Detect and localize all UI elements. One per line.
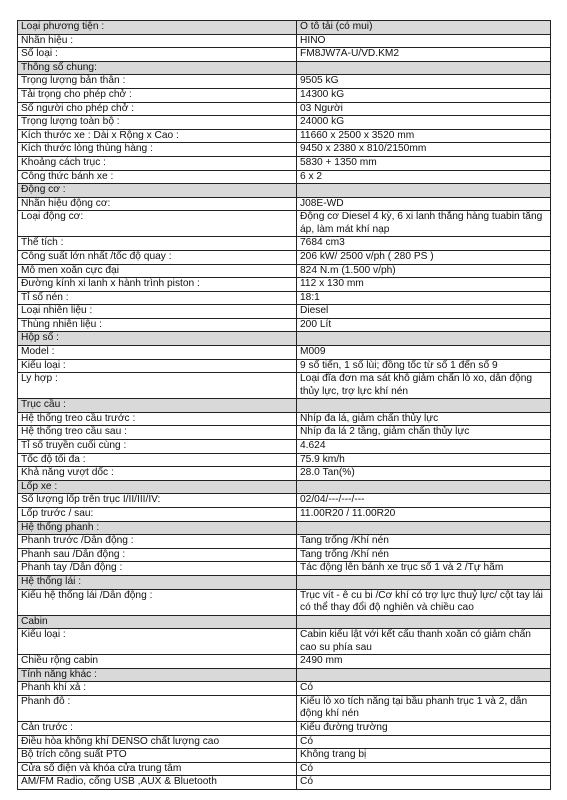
section-value [297, 480, 551, 494]
spec-value: Có [297, 762, 551, 776]
table-row [18, 359, 551, 373]
table-row [18, 412, 551, 426]
table-row [18, 75, 551, 89]
table-row [18, 629, 551, 655]
spec-label: Cản trước : [18, 721, 297, 735]
section-value [297, 668, 551, 682]
spec-label: Tỉ số nén : [18, 291, 297, 305]
section-title: Loại phương tiện : [18, 21, 297, 35]
spec-label: Đường kính xi lanh x hành trình piston : [18, 278, 297, 292]
spec-value: HINO [297, 34, 551, 48]
spec-table [17, 20, 551, 790]
spec-value: Trục vít - ê cu bi /Cơ khí có trợ lực thuỷ lực/ cột tay lái có thể thay đổi độ nghiên và chiều cao [297, 589, 551, 615]
section-title: Động cơ : [18, 184, 297, 198]
spec-label: Model : [18, 346, 297, 360]
spec-label: Nhãn hiệu động cơ: [18, 197, 297, 211]
spec-label: Trọng lượng toàn bộ : [18, 116, 297, 130]
table-row [18, 197, 551, 211]
table-row [18, 373, 551, 399]
spec-label: Phanh tay /Dẫn động : [18, 562, 297, 576]
spec-value: 9505 kG [297, 75, 551, 89]
section-header-row [18, 21, 551, 35]
spec-value: 14300 kG [297, 88, 551, 102]
spec-label: Mô men xoắn cực đại [18, 264, 297, 278]
section-value [297, 521, 551, 535]
section-header-row [18, 332, 551, 346]
spec-value: 2490 mm [297, 655, 551, 669]
spec-label: Kích thước xe : Dài x Rộng x Cao : [18, 129, 297, 143]
spec-value: Nhíp đa lá 2 tầng, giảm chấn thủy lực [297, 426, 551, 440]
table-row [18, 562, 551, 576]
spec-value: 24000 kG [297, 116, 551, 130]
spec-label: Công suất lớn nhất /tốc độ quay : [18, 250, 297, 264]
spec-label: Thể tích : [18, 237, 297, 251]
table-row [18, 318, 551, 332]
table-row [18, 170, 551, 184]
spec-value: Nhíp đa lá, giảm chấn thủy lực [297, 412, 551, 426]
spec-table-body [18, 21, 551, 790]
spec-label: Công thức bánh xe : [18, 170, 297, 184]
spec-label: Số người cho phép chở : [18, 102, 297, 116]
table-row [18, 305, 551, 319]
section-title: Hộp số : [18, 332, 297, 346]
spec-label: Chiều rộng cabin [18, 655, 297, 669]
section-value [297, 615, 551, 629]
table-row [18, 548, 551, 562]
section-value [297, 332, 551, 346]
spec-value: 02/04/---/---/--- [297, 494, 551, 508]
spec-value: 5830 + 1350 mm [297, 156, 551, 170]
section-header-row [18, 668, 551, 682]
spec-value: 824 N.m (1.500 v/ph) [297, 264, 551, 278]
spec-value: Động cơ Diesel 4 kỳ, 6 xi lanh thẳng hàng tuabin tăng áp, làm mát khí nạp [297, 211, 551, 237]
section-value: Ô tô tải (có mui) [297, 21, 551, 35]
spec-value: 28.0 Tan(%) [297, 467, 551, 481]
spec-value: Cabin kiểu lật với kết cấu thanh xoắn có giảm chấn cao su phía sau [297, 629, 551, 655]
spec-value: 4.624 [297, 440, 551, 454]
table-row [18, 508, 551, 522]
spec-value: 03 Người [297, 102, 551, 116]
table-row [18, 88, 551, 102]
spec-label: Loại nhiên liệu : [18, 305, 297, 319]
spec-value: Có [297, 735, 551, 749]
spec-label: AM/FM Radio, cổng USB ,AUX & Bluetooth [18, 776, 297, 790]
table-row [18, 695, 551, 721]
spec-value: 9 số tiến, 1 số lùi; đồng tốc từ số 1 đến số 9 [297, 359, 551, 373]
spec-label: Phanh sau /Dẫn động : [18, 548, 297, 562]
table-row [18, 682, 551, 696]
section-header-row [18, 399, 551, 413]
table-row [18, 762, 551, 776]
spec-value: 11.00R20 / 11.00R20 [297, 508, 551, 522]
table-row [18, 102, 551, 116]
table-row [18, 211, 551, 237]
spec-label: Tải trọng cho phép chở : [18, 88, 297, 102]
section-title: Lốp xe : [18, 480, 297, 494]
spec-label: Tỉ số truyền cuối cùng : [18, 440, 297, 454]
spec-value: Không trang bị [297, 749, 551, 763]
table-row [18, 467, 551, 481]
spec-label: Loại động cơ: [18, 211, 297, 237]
spec-label: Điều hòa không khí DENSO chất lượng cao [18, 735, 297, 749]
section-header-row [18, 480, 551, 494]
table-row [18, 535, 551, 549]
table-row [18, 346, 551, 360]
spec-value: Loại đĩa đơn ma sát khô giảm chấn lò xo, dẫn động thủy lực, trợ lực khí nén [297, 373, 551, 399]
section-title: Hệ thống lái : [18, 575, 297, 589]
spec-label: Kiểu loại : [18, 629, 297, 655]
spec-label: Phanh trước /Dẫn động : [18, 535, 297, 549]
spec-value: 6 x 2 [297, 170, 551, 184]
table-row [18, 735, 551, 749]
spec-label: Hệ thống treo cầu trước : [18, 412, 297, 426]
spec-label: Cửa sổ điện và khóa cửa trung tâm [18, 762, 297, 776]
spec-value: 112 x 130 mm [297, 278, 551, 292]
spec-label: Hệ thống treo cầu sau : [18, 426, 297, 440]
spec-label: Phanh khí xả : [18, 682, 297, 696]
spec-value: Tác động lên bánh xe trục số 1 và 2 /Tự hãm [297, 562, 551, 576]
table-row [18, 589, 551, 615]
spec-value: Tang trống /Khí nén [297, 535, 551, 549]
spec-label: Bộ trích công suất PTO [18, 749, 297, 763]
table-row [18, 48, 551, 62]
table-row [18, 156, 551, 170]
table-row [18, 34, 551, 48]
table-row [18, 440, 551, 454]
spec-value: M009 [297, 346, 551, 360]
spec-label: Số loại : [18, 48, 297, 62]
table-row [18, 291, 551, 305]
table-row [18, 776, 551, 790]
section-header-row [18, 521, 551, 535]
spec-value: J08E-WD [297, 197, 551, 211]
table-row [18, 116, 551, 130]
section-header-row [18, 615, 551, 629]
table-row [18, 655, 551, 669]
spec-label: Số lượng lốp trên trục I/II/III/IV: [18, 494, 297, 508]
section-value [297, 61, 551, 75]
spec-label: Phanh đỗ : [18, 695, 297, 721]
spec-value: 7684 cm3 [297, 237, 551, 251]
spec-label: Kích thước lòng thùng hàng : [18, 143, 297, 157]
section-value [297, 184, 551, 198]
spec-label: Kiểu hệ thống lái /Dẫn động : [18, 589, 297, 615]
section-title: Cabin [18, 615, 297, 629]
spec-value: Diesel [297, 305, 551, 319]
spec-label: Khả năng vượt dốc : [18, 467, 297, 481]
table-row [18, 721, 551, 735]
section-title: Tính năng khác : [18, 668, 297, 682]
section-header-row [18, 61, 551, 75]
spec-value: Có [297, 682, 551, 696]
spec-value: 18:1 [297, 291, 551, 305]
table-row [18, 453, 551, 467]
spec-value: 206 kW/ 2500 v/ph ( 280 PS ) [297, 250, 551, 264]
section-title: Trục cầu : [18, 399, 297, 413]
spec-value: Kiểu đường trường [297, 721, 551, 735]
table-row [18, 143, 551, 157]
spec-label: Tốc độ tối đa : [18, 453, 297, 467]
spec-label: Lốp trước / sau: [18, 508, 297, 522]
table-row [18, 278, 551, 292]
section-value [297, 399, 551, 413]
spec-label: Thùng nhiên liệu : [18, 318, 297, 332]
table-row [18, 250, 551, 264]
spec-value: 11660 x 2500 x 3520 mm [297, 129, 551, 143]
spec-label: Kiểu loại : [18, 359, 297, 373]
table-row [18, 237, 551, 251]
spec-label: Khoảng cách trục : [18, 156, 297, 170]
spec-value: 200 Lít [297, 318, 551, 332]
spec-value: FM8JW7A-U/VD.KM2 [297, 48, 551, 62]
spec-label: Trọng lượng bản thân : [18, 75, 297, 89]
spec-label: Nhãn hiệu : [18, 34, 297, 48]
section-header-row [18, 184, 551, 198]
section-title: Hệ thống phanh : [18, 521, 297, 535]
section-title: Thông số chung: [18, 61, 297, 75]
spec-value: Kiểu lò xo tích năng tại bầu phanh trục 1 và 2, dẫn động khí nén [297, 695, 551, 721]
spec-value: Có [297, 776, 551, 790]
table-row [18, 426, 551, 440]
spec-value: Tang trống /Khí nén [297, 548, 551, 562]
section-header-row [18, 575, 551, 589]
section-value [297, 575, 551, 589]
table-row [18, 749, 551, 763]
table-row [18, 264, 551, 278]
spec-label: Ly hợp : [18, 373, 297, 399]
spec-value: 75.9 km/h [297, 453, 551, 467]
spec-value: 9450 x 2380 x 810/2150mm [297, 143, 551, 157]
table-row [18, 494, 551, 508]
table-row [18, 129, 551, 143]
